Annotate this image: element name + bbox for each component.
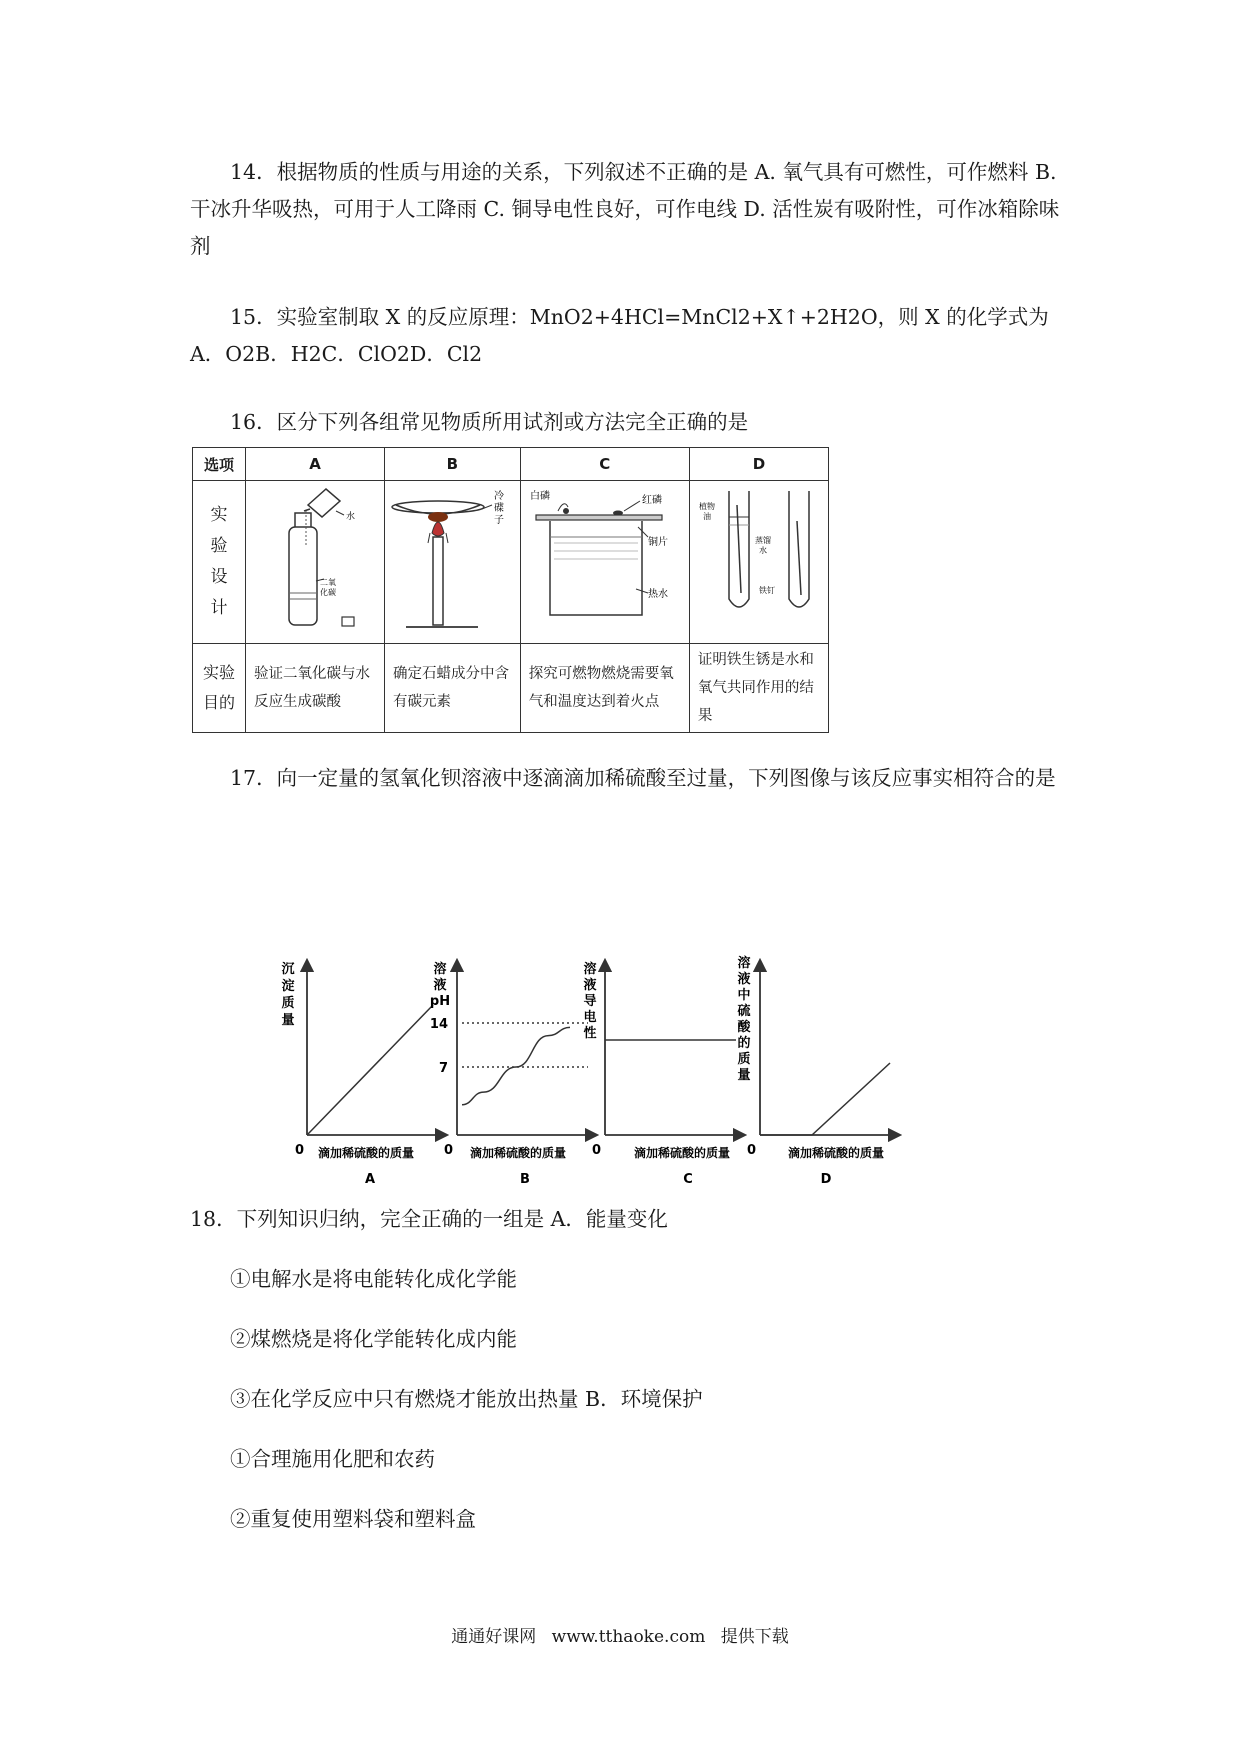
question-14: 14．根据物质的性质与用途的关系，下列叙述不正确的是 A. 氧气具有可燃性，可作燃料 B. 干冰升华吸热，可用于人工降雨 C. 铜导电性良好，可作电线 D. 活性炭有吸附性，可作冰箱除味剂 bbox=[190, 160, 1060, 258]
ylabel-char: 性 bbox=[583, 1026, 597, 1041]
ylabel-char: 质 bbox=[737, 1052, 751, 1067]
graph-d-ylabel bbox=[737, 955, 751, 1083]
q18-item-energy-3: ③在化学反应中只有燃烧才能放出热量 B．环境保护 bbox=[230, 1387, 703, 1411]
svg-text:二氧: 二氧 bbox=[320, 578, 336, 587]
graph-d-origin: 0 bbox=[746, 1143, 756, 1158]
graph-d-letter: D bbox=[820, 1172, 832, 1185]
graph-b-tick-7: 7 bbox=[438, 1061, 448, 1076]
aim-row-label: 实验 目的 bbox=[193, 644, 246, 733]
graph-c bbox=[582, 961, 740, 1185]
design-image-c bbox=[520, 481, 689, 644]
table-design-row bbox=[193, 481, 829, 644]
ylabel-char: 硫 bbox=[737, 1004, 751, 1019]
table-aim-row bbox=[193, 644, 829, 733]
ylabel-char: 液 bbox=[737, 972, 751, 987]
ylabel-char: 导 bbox=[583, 994, 597, 1009]
ylabel-char: 量 bbox=[737, 1068, 751, 1083]
svg-text:铜片: 铜片 bbox=[647, 537, 668, 548]
graph-b-letter: B bbox=[520, 1172, 530, 1185]
svg-text:红磷: 红磷 bbox=[641, 495, 662, 506]
candle-dish-illustration bbox=[386, 481, 518, 639]
svg-text:白磷: 白磷 bbox=[529, 491, 550, 502]
graph-a bbox=[281, 961, 442, 1185]
footer-site-name: 通通好课网 bbox=[451, 1627, 537, 1647]
experiment-table bbox=[192, 447, 829, 733]
table-header-cell: D bbox=[689, 448, 828, 481]
graph-a-origin: 0 bbox=[294, 1143, 304, 1158]
svg-text:植物: 植物 bbox=[698, 502, 715, 511]
graph-b-xlabel: 滴加稀硫酸的质量 bbox=[469, 1146, 567, 1160]
ylabel-char: 淀 bbox=[281, 979, 295, 994]
aim-cell-b: 确定石蜡成分中含有碳元素 bbox=[385, 644, 521, 733]
svg-text:热水: 热水 bbox=[647, 589, 668, 600]
question-16-stem: 16．区分下列各组常见物质所用试剂或方法完全正确的是 bbox=[230, 410, 749, 434]
ylabel-char: 电 bbox=[583, 1010, 597, 1025]
phosphorus-beaker-illustration bbox=[524, 481, 686, 639]
ylabel-char: 液 bbox=[433, 978, 447, 993]
svg-text:化碳: 化碳 bbox=[320, 588, 336, 597]
aim-cell-a: 验证二氧化碳与水反应生成碳酸 bbox=[246, 644, 385, 733]
graph-b-curve bbox=[462, 1027, 570, 1104]
q18-item-env-1: ①合理施用化肥和农药 bbox=[230, 1447, 435, 1471]
design-row-label: 实 验 设 计 bbox=[193, 481, 246, 644]
graph-b bbox=[430, 961, 592, 1185]
q18-item-env-2: ②重复使用塑料袋和塑料盒 bbox=[230, 1507, 476, 1531]
design-image-b bbox=[385, 481, 521, 644]
graph-a-letter: A bbox=[364, 1172, 376, 1185]
q18-item-energy-1: ①电解水是将电能转化成化学能 bbox=[230, 1267, 517, 1291]
ylabel-char: 量 bbox=[281, 1013, 295, 1028]
ylabel-char: 溶 bbox=[433, 962, 447, 977]
ylabel-char: 沉 bbox=[281, 962, 295, 977]
ylabel-char: 中 bbox=[737, 988, 751, 1003]
graph-a-ylabel bbox=[281, 961, 294, 1028]
svg-text:水: 水 bbox=[346, 512, 356, 522]
table-header-cell: C bbox=[520, 448, 689, 481]
question-17-stem: 17．向一定量的氢氧化钡溶液中逐滴滴加稀硫酸至过量，下列图像与该反应事实相符合的是 bbox=[230, 766, 1056, 790]
question-18-stem: 18．下列知识归纳，完全正确的一组是 A．能量变化 bbox=[190, 1207, 668, 1231]
question-15-options: A．O2B．H2C．ClO2D．Cl2 bbox=[190, 342, 483, 366]
svg-text:蒸馏: 蒸馏 bbox=[754, 536, 771, 545]
graph-options bbox=[270, 945, 930, 1185]
svg-text:碟: 碟 bbox=[494, 503, 505, 514]
aim-cell-c: 探究可燃物燃烧需要氧气和温度达到着火点 bbox=[520, 644, 689, 733]
table-header-cell: B bbox=[385, 448, 521, 481]
graph-c-origin: 0 bbox=[591, 1143, 601, 1158]
graph-d-xlabel: 滴加稀硫酸的质量 bbox=[787, 1146, 885, 1160]
footer-download: 提供下载 bbox=[720, 1627, 789, 1647]
table-header-cell: 选项 bbox=[193, 448, 246, 481]
graph-a-xlabel: 滴加稀硫酸的质量 bbox=[317, 1146, 415, 1160]
ylabel-char: 质 bbox=[281, 996, 295, 1011]
graph-b-ylabel bbox=[430, 961, 450, 1009]
graph-b-origin: 0 bbox=[443, 1143, 453, 1158]
ylabel-char: 液 bbox=[583, 978, 597, 993]
page-footer bbox=[0, 1622, 1240, 1647]
aim-cell-d: 证明铁生锈是水和氧气共同作用的结果 bbox=[689, 644, 828, 733]
graph-d-curve bbox=[760, 1063, 890, 1135]
svg-text:冷: 冷 bbox=[494, 491, 505, 502]
graph-c-xlabel: 滴加稀硫酸的质量 bbox=[633, 1146, 731, 1160]
test-tube-illustration bbox=[693, 481, 825, 639]
design-image-d bbox=[689, 481, 828, 644]
q18-item-energy-2: ②煤燃烧是将化学能转化成内能 bbox=[230, 1327, 517, 1351]
table-header-row bbox=[193, 448, 829, 481]
question-15-stem: 15．实验室制取 X 的反应原理：MnO2+4HCl=MnCl2+X↑+2H2O，则 X 的化学式为 bbox=[230, 305, 1049, 329]
graph-b-tick-14: 14 bbox=[429, 1017, 448, 1032]
graph-d bbox=[737, 955, 895, 1185]
graph-c-letter: C bbox=[683, 1172, 693, 1185]
ylabel-char: 溶 bbox=[583, 962, 597, 977]
svg-text:子: 子 bbox=[494, 515, 505, 526]
design-image-a bbox=[246, 481, 385, 644]
svg-text:铁钉: 铁钉 bbox=[758, 586, 775, 595]
svg-text:水: 水 bbox=[758, 546, 767, 555]
bottle-experiment-illustration bbox=[248, 481, 382, 639]
ylabel-char: pH bbox=[429, 994, 451, 1009]
svg-text:油: 油 bbox=[702, 512, 711, 521]
graph-a-curve bbox=[308, 1005, 433, 1134]
ylabel-char: 酸 bbox=[737, 1020, 751, 1035]
ylabel-char: 的 bbox=[737, 1036, 751, 1051]
footer-url: www.tthaoke.com bbox=[551, 1627, 706, 1647]
ylabel-char: 溶 bbox=[737, 956, 751, 971]
graph-c-ylabel bbox=[582, 961, 596, 1041]
table-header-cell: A bbox=[246, 448, 385, 481]
